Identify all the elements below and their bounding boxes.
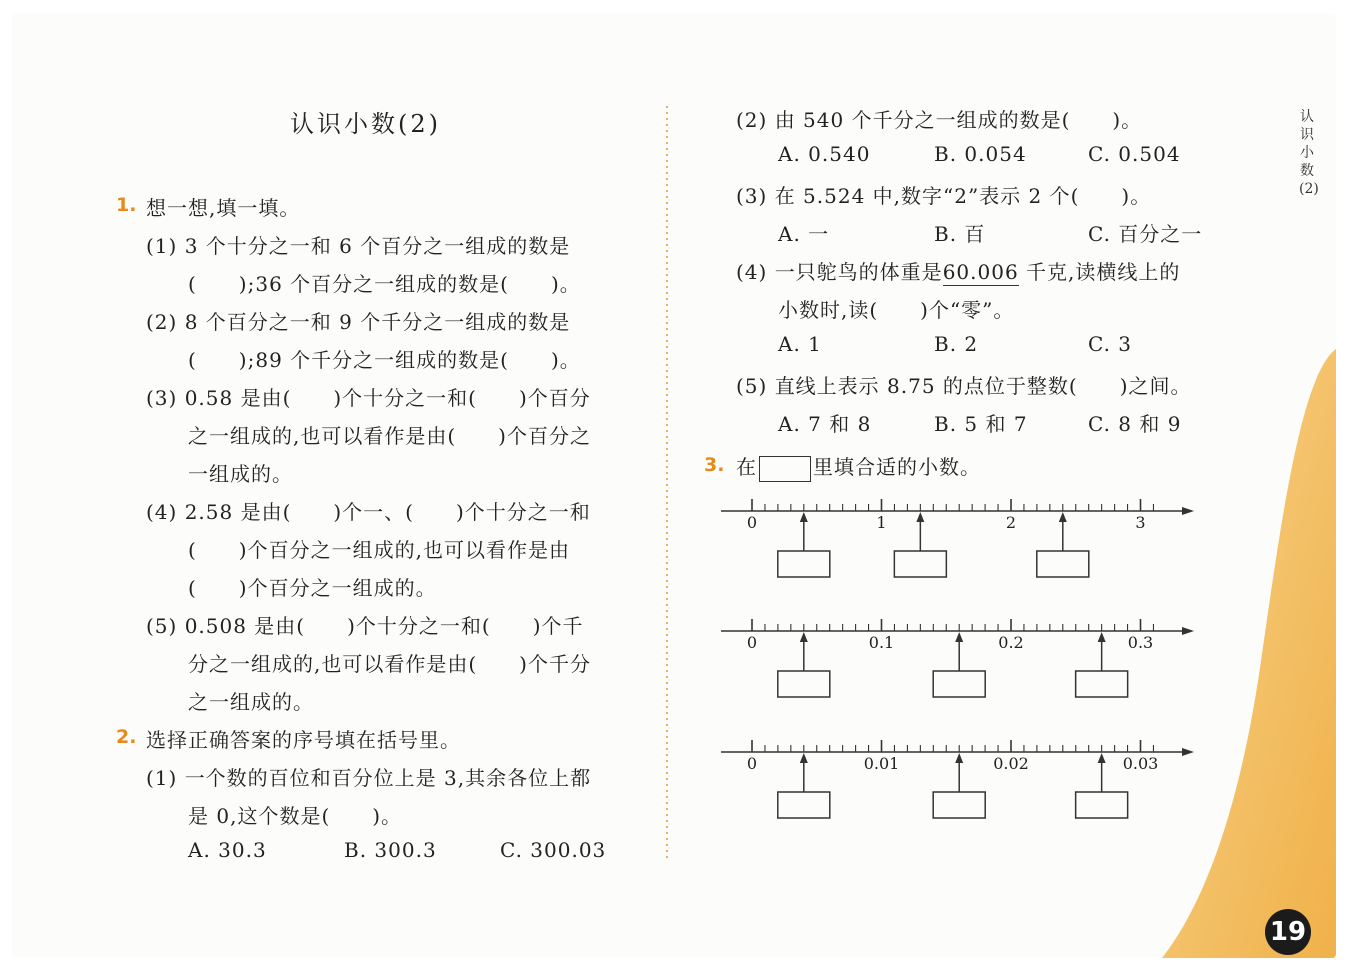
q2-item-1-stem: (1) 一个数的百位和百分位上是 3,其余各位上都 (146, 766, 592, 790)
tick-label: 0.03 (1122, 754, 1159, 773)
q1-line: 之一组成的。 (188, 690, 314, 714)
tick-label: 0.1 (868, 633, 895, 652)
q2-item-1-option-a: A. 30.3 (188, 838, 267, 862)
q2-item-5-option-a: A. 7 和 8 (778, 412, 872, 436)
q1-line: (1) 3 个十分之一和 6 个百分之一组成的数是 (146, 234, 571, 258)
number-line-arrowhead (1182, 748, 1194, 756)
q2-item-4-stem-line-2: 小数时,读( )个“零”。 (778, 298, 1015, 322)
q1-line: ( )个百分之一组成的,也可以看作是由 (188, 538, 570, 562)
q2-item-2-option-c: C. 0.504 (1088, 142, 1181, 166)
pointer-arrow-head (955, 632, 963, 642)
workbook-page (12, 14, 1336, 958)
tick-label: 1 (876, 513, 887, 532)
q2-item-1-stem: 是 0,这个数是( )。 (188, 804, 403, 828)
answer-box (933, 792, 985, 818)
answer-box (778, 792, 830, 818)
pointer-arrow-head (1098, 753, 1106, 763)
answer-box (1076, 792, 1128, 818)
question-1-number: 1. (116, 194, 137, 216)
answer-box (894, 551, 946, 577)
q2-item-4-stem-a: (4) 一只鸵鸟的体重是 (736, 260, 943, 284)
number-line-arrowhead (1182, 507, 1194, 515)
q1-line: ( );36 个百分之一组成的数是( )。 (188, 272, 581, 296)
tick-label: 0 (746, 754, 758, 773)
pointer-arrow-head (1098, 632, 1106, 642)
tick-label: 0.02 (993, 754, 1029, 773)
number-lines (12, 14, 1336, 958)
q2-item-1-option-b: B. 300.3 (344, 838, 437, 862)
side-tab: 认识小数(2) (1299, 109, 1319, 197)
q2-item-5-stem: (5) 直线上表示 8.75 的点位于整数( )之间。 (736, 374, 1192, 398)
q2-item-4-option-b: B. 2 (934, 332, 979, 356)
q2-item-2-option-b: B. 0.054 (934, 142, 1027, 166)
number-line-arrowhead (1182, 627, 1194, 635)
pointer-arrow-head (1059, 512, 1067, 522)
q2-item-3-stem: (3) 在 5.524 中,数字“2”表示 2 个( )。 (736, 184, 1152, 208)
q1-line: 分之一组成的,也可以看作是由( )个千分 (188, 652, 591, 676)
pointer-arrow-head (800, 632, 808, 642)
q2-item-4-option-c: C. 3 (1088, 332, 1133, 356)
q2-item-5-option-b: B. 5 和 7 (934, 412, 1028, 436)
answer-box (933, 671, 985, 697)
q3-prompt-a: 在 (736, 455, 757, 479)
tick-label: 0.3 (1127, 633, 1154, 652)
q2-item-2-stem: (2) 由 540 个千分之一组成的数是( )。 (736, 108, 1143, 132)
q2-item-4-underlined-number: 60.006 (942, 260, 1019, 284)
tick-label: 0.2 (998, 633, 1024, 652)
answer-box (1076, 671, 1128, 697)
q1-line: 之一组成的,也可以看作是由( )个百分之 (188, 424, 591, 448)
page-number: 19 (1265, 909, 1311, 955)
tick-label: 0 (746, 633, 758, 652)
question-1-prompt: 想一想,填一填。 (146, 196, 301, 220)
answer-box (1037, 551, 1089, 577)
tick-label: 3 (1135, 513, 1146, 532)
q1-line: (3) 0.58 是由( )个十分之一和( )个百分 (146, 386, 591, 410)
tick-label: 0.01 (863, 754, 900, 773)
q2-item-3-option-c: C. 百分之一 (1088, 222, 1203, 246)
q2-item-2-option-a: A. 0.540 (778, 142, 871, 166)
answer-box (778, 671, 830, 697)
q1-line: (2) 8 个百分之一和 9 个千分之一组成的数是 (146, 310, 571, 334)
answer-box (778, 551, 830, 577)
q3-prompt-b: 里填合适的小数。 (813, 455, 981, 479)
pointer-arrow-head (800, 753, 808, 763)
q1-line: (4) 2.58 是由( )个一、( )个十分之一和 (146, 500, 591, 524)
question-2-prompt: 选择正确答案的序号填在括号里。 (146, 728, 461, 752)
q2-item-4-option-a: A. 1 (778, 332, 822, 356)
q2-item-5-option-c: C. 8 和 9 (1088, 412, 1182, 436)
q2-item-1-option-c: C. 300.03 (500, 838, 607, 862)
q2-item-3-option-a: A. 一 (778, 222, 830, 246)
tick-label: 0 (746, 513, 758, 532)
tick-label: 2 (1005, 513, 1017, 532)
question-2-number: 2. (116, 726, 137, 748)
q1-line: 一组成的。 (188, 462, 293, 486)
question-3-number: 3. (704, 454, 725, 476)
q2-item-3-option-b: B. 百 (934, 222, 986, 246)
page-title: 认识小数(2) (290, 110, 441, 138)
pointer-arrow-head (800, 512, 808, 522)
q2-item-4-stem-b: 千克,读横线上的 (1018, 260, 1181, 284)
pointer-arrow-head (955, 753, 963, 763)
q1-line: (5) 0.508 是由( )个十分之一和( )个千 (146, 614, 584, 638)
pointer-arrow-head (916, 512, 924, 522)
q1-line: ( )个百分之一组成的。 (188, 576, 437, 600)
q1-line: ( );89 个千分之一组成的数是( )。 (188, 348, 581, 372)
